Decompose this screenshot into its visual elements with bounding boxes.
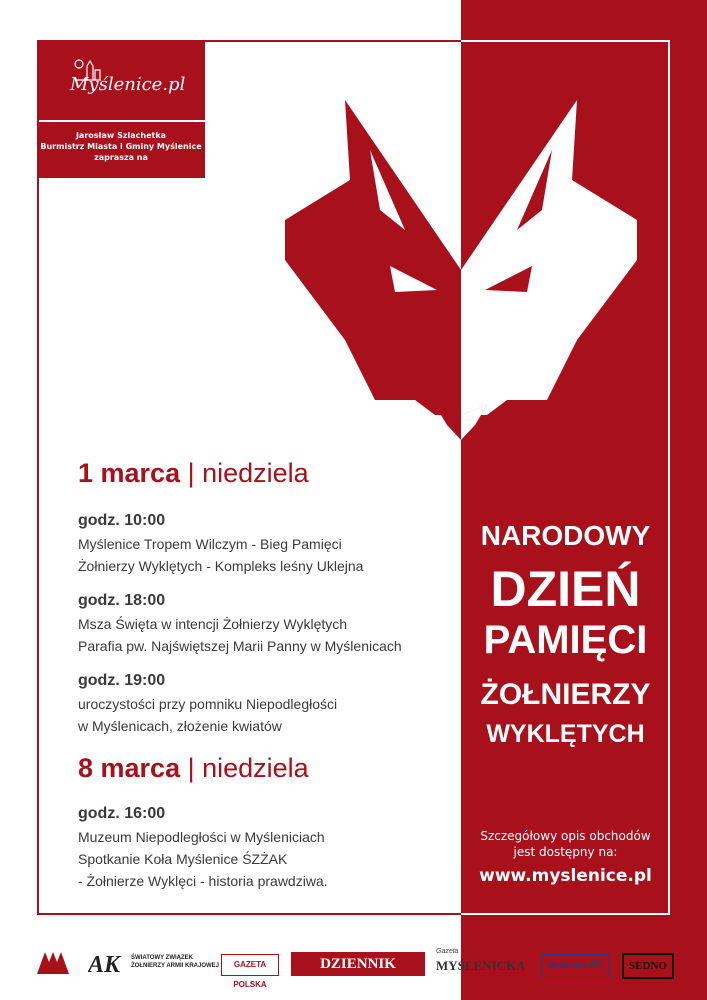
description-line: Muzeum Niepodległości w Myśleniciach: [78, 829, 325, 845]
date-label: 1 marca: [78, 458, 181, 488]
date-separator: |: [187, 753, 203, 783]
description-line: uroczystości przy pomniku Niepodległości: [78, 696, 338, 712]
invite-box: [37, 122, 205, 178]
description-line: w Myślenicach, złożenie kwiatów: [78, 718, 282, 734]
event-time: godz. 10:00: [78, 512, 166, 529]
event-description: [78, 533, 363, 577]
description-line: Msza Święta w intencji Żołnierzy Wyklętych: [78, 616, 348, 632]
wolf-emblem-icon: [285, 70, 645, 460]
title-line: NARODOWY: [480, 520, 651, 551]
date-separator: |: [187, 458, 203, 488]
title-line: DZIEŃ: [490, 561, 641, 617]
title-line: ŻOŁNIERZY: [480, 678, 651, 711]
gazeta-small-label: Gazeta: [436, 948, 459, 955]
event-time: godz. 19:00: [78, 672, 166, 689]
info-text: [461, 828, 670, 860]
logo-text[interactable]: Myślenice.pl: [70, 74, 186, 95]
ak-anchor-icon: [88, 950, 128, 976]
title-line: WYKLĘTYCH: [486, 720, 645, 748]
event-time: godz. 16:00: [78, 805, 166, 822]
day-label: niedziela: [202, 753, 309, 783]
museum-logo-icon: [35, 948, 71, 978]
description-line: Żołnierzy Wyklętych - Kompleks leśny Uklejna: [78, 558, 364, 574]
date-label: 8 marca: [78, 753, 181, 783]
sponsors-bar: [0, 940, 707, 1000]
invite-name: Jarosław Szlachetka: [75, 131, 167, 140]
event-time: godz. 18:00: [78, 592, 166, 609]
description-line: Parafia pw. Najświętszej Marii Panny w Myślenicach: [78, 638, 402, 654]
ak-line: ŻOŁNIERZY ARMII KRAJOWEJ: [131, 963, 220, 969]
ak-line: ŚWIATOWY ZWIĄZEK: [131, 955, 193, 961]
description-line: Myślenice Tropem Wilczym - Bieg Pamięci: [78, 536, 342, 552]
info-line: Szczegółowy opis obchodów: [480, 829, 651, 843]
ak-text[interactable]: [131, 954, 219, 970]
event-date-2: [78, 753, 309, 784]
info-line: jest dostępny na:: [513, 845, 618, 859]
svg-text:AK: AK: [88, 952, 121, 976]
event-description: [78, 693, 337, 737]
gazeta-polska-logo[interactable]: GAZETA POLSKA: [221, 954, 279, 976]
event-description: [78, 613, 402, 657]
description-line: Spotkanie Koła Myślenice ŚZŻAK: [78, 851, 288, 867]
title-line: PAMIĘCI: [483, 618, 648, 662]
dziennik-polski-logo[interactable]: DZIENNIK POLSKI: [291, 952, 425, 976]
invite-text: zaprasza na: [94, 153, 148, 162]
sedno-logo[interactable]: SEDNO: [622, 953, 674, 979]
event-date-1: [78, 458, 309, 489]
myslenicka-logo[interactable]: MYŚLENICKA: [436, 958, 526, 973]
description-line: - Żołnierze Wyklęci - historia prawdziwa.: [78, 873, 328, 889]
day-label: niedziela: [202, 458, 309, 488]
invite-role: Burmistrz Miasta i Gminy Myślenice: [40, 142, 202, 151]
myslenice-itv-logo[interactable]: Myślenice iTV: [541, 954, 609, 978]
website-link[interactable]: www.myslenice.pl: [479, 866, 652, 886]
event-description: [78, 826, 328, 892]
